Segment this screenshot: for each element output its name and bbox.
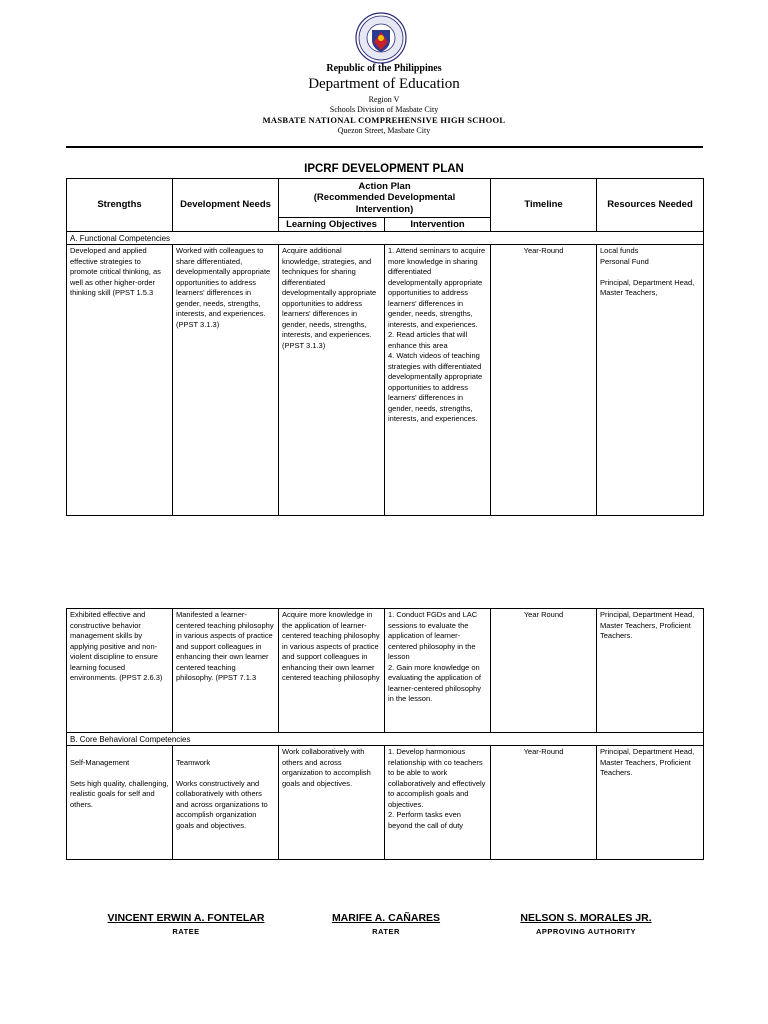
header-intervention: Intervention — [385, 218, 491, 232]
region-label: Region V — [368, 95, 400, 104]
table-cell: Exhibited effective and constructive behavior management skills by applying positive and non-violent discipline to ensure learning focused environments. (PPST 2.6.3) — [67, 609, 173, 733]
table-cell: 1. Conduct FGDs and LAC sessions to evaluate the application of learner-centered philosophy in the lesson 2. Gain more knowledge on evaluating the application of learner-centered philosophy in the lesson. — [385, 609, 491, 733]
table-cell: Self-Management Sets high quality, challenging, realistic goals for self and others. — [67, 746, 173, 860]
deped-seal-icon — [355, 12, 407, 64]
signatory-role: RATEE — [172, 927, 200, 936]
signature-rater — [286, 912, 486, 936]
table-cell: 1. Attend seminars to acquire more knowledge in sharing differentiated developmentally appropriate opportunities to address learners' differences in gender, needs, strengths, interests, and experiences. 2. Read articles that will enhance this area 4. Watch videos of teaching strategies with differentiated developmentally appropriate opportunities to address learners' differences in gender, needs, strengths, interests, and experiences. — [385, 245, 491, 516]
header-strengths: Strengths — [67, 179, 173, 232]
table-cell: 1. Develop harmonious relationship with co teachers to be able to work collaboratively and effectively to accomplish goals and objectives. 2. Perform tasks even beyond the call of duty — [385, 746, 491, 860]
header-divider — [66, 146, 703, 148]
development-plan-table — [66, 178, 704, 516]
table-cell: Local funds Personal Fund Principal, Department Head, Master Teachers, — [597, 245, 704, 516]
signature-ratee — [86, 912, 286, 936]
table-cell: Developed and applied effective strategies to promote critical thinking, as well as other higher-order thinking skill (PPST 1.5.3 — [67, 245, 173, 516]
table-cell: Principal, Department Head, Master Teachers, Proficient Teachers. — [597, 609, 704, 733]
page-title: IPCRF DEVELOPMENT PLAN — [304, 163, 464, 175]
header-development-needs: Development Needs — [173, 179, 279, 232]
header-resources: Resources Needed — [597, 179, 704, 232]
section-functional: A. Functional Competencies — [67, 232, 704, 245]
school-name: MASBATE NATIONAL COMPREHENSIVE HIGH SCHOOL — [262, 115, 506, 125]
department-name: Department of Education — [308, 76, 460, 92]
header-timeline: Timeline — [491, 179, 597, 232]
table-cell: Manifested a learner-centered teaching philosophy in various aspects of practice and support colleagues in enhancing their own learner centered teaching philosophy. (PPST 7.1.3 — [173, 609, 279, 733]
header-action-plan: Action Plan (Recommended Developmental Intervention) — [279, 179, 491, 218]
table-cell: Year-Round — [491, 746, 597, 860]
signature-approving-authority — [486, 912, 686, 936]
header-learning-objectives: Learning Objectives — [279, 218, 385, 232]
table-cell: Acquire more knowledge in the application of learner-centered teaching philosophy in various aspects of practice and support colleagues in enhancing their own learner centered teaching philosophy — [279, 609, 385, 733]
signatory-role: APPROVING AUTHORITY — [535, 927, 637, 936]
table-cell: Year-Round — [491, 245, 597, 516]
signatory-role: RATER — [372, 927, 400, 936]
table-cell: Principal, Department Head, Master Teachers, Proficient Teachers. — [597, 746, 704, 860]
signatory-name: MARIFE A. CAÑARES — [331, 912, 441, 924]
table-cell: Work collaboratively with others and across organization to accomplish goals and objectives. — [279, 746, 385, 860]
table-cell: Acquire additional knowledge, strategies, and techniques for sharing differentiated developmentally appropriate opportunities to address learners' differences in gender, needs, strengths, interests, and experiences. (PPST 3.1.3) — [279, 245, 385, 516]
signatory-name: VINCENT ERWIN A. FONTELAR — [107, 912, 265, 924]
section-core-behavioral: B. Core Behavioral Competencies — [67, 733, 704, 746]
school-address: Quezon Street, Masbate City — [337, 126, 431, 135]
division-label: Schools Division of Masbate City — [329, 105, 439, 114]
table-cell: Worked with colleagues to share differentiated, developmentally appropriate opportunities to address learners' differences in gender, needs, strengths, interests, and experiences. (PPST 3.1.3) — [173, 245, 279, 516]
table-cell: Teamwork Works constructively and collaboratively with others and across organizations to accomplish organization goals and objectives. — [173, 746, 279, 860]
signatory-name: NELSON S. MORALES JR. — [520, 912, 652, 924]
republic-label: Republic of the Philippines — [326, 63, 442, 74]
development-plan-table-continued — [66, 608, 704, 860]
table-cell: Year Round — [491, 609, 597, 733]
